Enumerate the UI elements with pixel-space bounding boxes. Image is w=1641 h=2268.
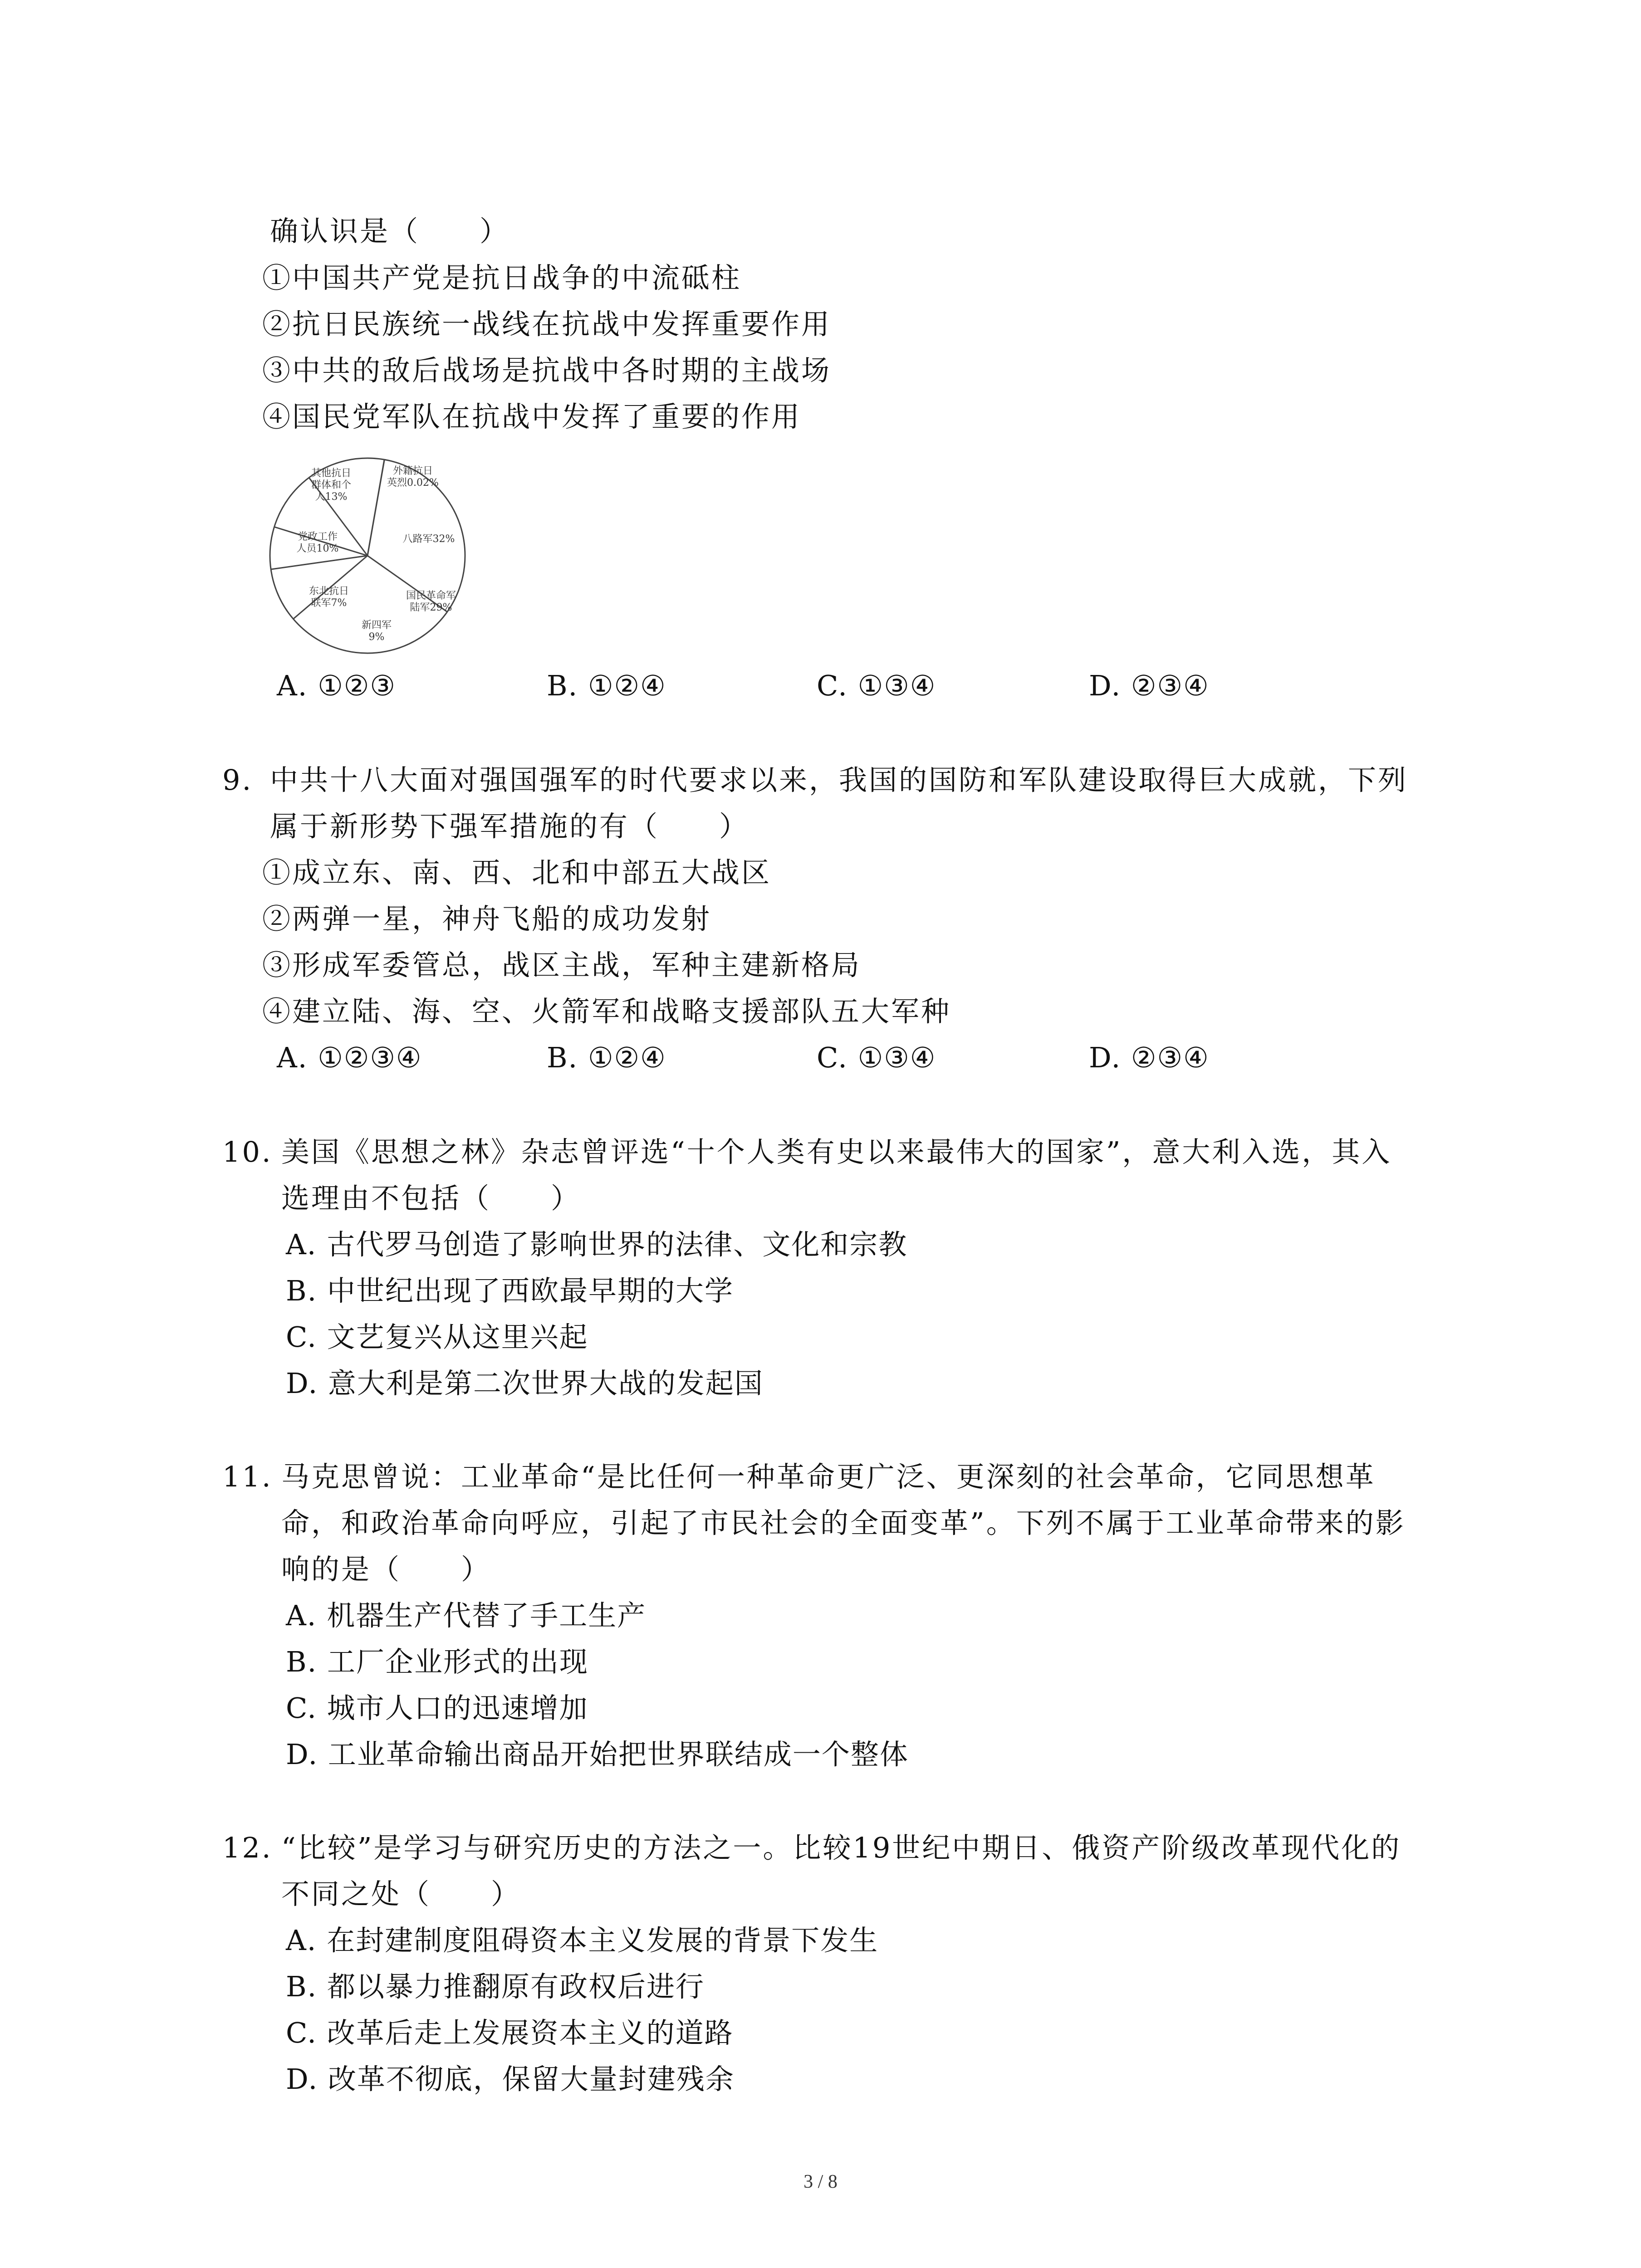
pie-slice-label: 国民革命军陆军29%	[406, 590, 456, 613]
question-12-option-b[interactable]: B. 都以暴力推翻原有政权后进行	[286, 1970, 705, 2003]
question-11-stem-line-1: 马克思曾说：工业革命“是比任何一种革命更广泛、更深刻的社会革命，它同思想革	[281, 1460, 1376, 1493]
question-8-item-3: ③中共的敌后战场是抗战中各时期的主战场	[262, 354, 832, 387]
pie-slice-label: 党政工作人员10%	[296, 531, 339, 554]
question-number: 11.	[222, 1460, 273, 1493]
question-8-option-a[interactable]: A. ①②③	[277, 669, 396, 702]
question-8-option-d[interactable]: D. ②③④	[1089, 669, 1210, 702]
question-12-stem-line-2: 不同之处（ ）	[281, 1877, 521, 1911]
question-10-stem-line-1: 美国《思想之林》杂志曾评选“十个人类有史以来最伟大的国家”，意大利入选，其入	[281, 1135, 1392, 1168]
question-9-option-a[interactable]: A. ①②③④	[277, 1041, 422, 1074]
question-9-item-3: ③形成军委管总，战区主战，军种主建新格局	[262, 948, 862, 982]
page-number: 3 / 8	[803, 2171, 838, 2192]
question-10-option-c[interactable]: C. 文艺复兴从这里兴起	[286, 1320, 588, 1354]
question-8-item-4: ④国民党军队在抗战中发挥了重要的作用	[262, 400, 802, 433]
question-number: 12.	[222, 1831, 273, 1864]
question-11-stem-line-2: 命，和政治革命向呼应，引起了市民社会的全面变革”。下列不属于工业革命带来的影	[281, 1506, 1406, 1540]
question-12-option-d[interactable]: D. 改革不彻底，保留大量封建残余	[286, 2063, 735, 2096]
pie-chart-svg	[263, 449, 499, 662]
question-10-option-b[interactable]: B. 中世纪出现了西欧最早期的大学	[286, 1274, 734, 1307]
question-number: 9.	[222, 763, 253, 797]
question-9-stem-line-2: 属于新形势下强军措施的有（ ）	[270, 810, 749, 843]
question-10-option-a[interactable]: A. 古代罗马创造了影响世界的法律、文化和宗教	[286, 1228, 908, 1261]
question-9-item-4: ④建立陆、海、空、火箭军和战略支援部队五大军种	[262, 995, 951, 1028]
question-12-option-c[interactable]: C. 改革后走上发展资本主义的道路	[286, 2016, 734, 2049]
question-9-option-b[interactable]: B. ①②④	[547, 1041, 666, 1074]
question-number: 10.	[222, 1135, 273, 1168]
question-9-stem-line-1: 中共十八大面对强国强军的时代要求以来，我国的国防和军队建设取得巨大成就，下列	[270, 763, 1408, 797]
pie-slice-label: 其他抗日群体和个人13%	[311, 468, 352, 503]
question-9-option-d[interactable]: D. ②③④	[1089, 1041, 1210, 1074]
pie-slice-label: 外籍抗日英烈0.02%	[387, 465, 439, 489]
pie-chart	[263, 449, 499, 662]
question-8-option-b[interactable]: B. ①②④	[547, 669, 666, 702]
pie-slice-label: 新四军 9%	[361, 620, 392, 643]
question-10-option-d[interactable]: D. 意大利是第二次世界大战的发起国	[286, 1367, 764, 1400]
question-11-option-b[interactable]: B. 工厂企业形式的出现	[286, 1645, 588, 1678]
pie-slice-label: 八路军32%	[402, 533, 455, 545]
question-8-item-1: ①中国共产党是抗日战争的中流砥柱	[262, 261, 742, 294]
question-11-option-c[interactable]: C. 城市人口的迅速增加	[286, 1691, 588, 1725]
question-8-item-2: ②抗日民族统一战线在抗战中发挥重要作用	[262, 308, 832, 341]
question-8-option-c[interactable]: C. ①③④	[817, 669, 936, 702]
question-11-option-d[interactable]: D. 工业革命输出商品开始把世界联结成一个整体	[286, 1738, 909, 1771]
question-8-stem-tail: 确认识是（ ）	[270, 215, 510, 248]
question-9-item-2: ②两弹一星，神舟飞船的成功发射	[262, 902, 712, 935]
pie-slice-label: 东北抗日联军7%	[309, 586, 349, 609]
question-10-stem-line-2: 选理由不包括（ ）	[281, 1182, 581, 1215]
question-9-item-1: ①成立东、南、西、北和中部五大战区	[262, 856, 772, 889]
question-12-option-a[interactable]: A. 在封建制度阻碍资本主义发展的背景下发生	[286, 1924, 879, 1957]
question-11-option-a[interactable]: A. 机器生产代替了手工生产	[286, 1599, 647, 1632]
question-11-stem-line-3: 响的是（ ）	[281, 1553, 491, 1586]
question-9-option-c[interactable]: C. ①③④	[817, 1041, 936, 1074]
question-12-stem-line-1: “比较”是学习与研究历史的方法之一。比较19世纪中期日、俄资产阶级改革现代化的	[281, 1831, 1401, 1864]
